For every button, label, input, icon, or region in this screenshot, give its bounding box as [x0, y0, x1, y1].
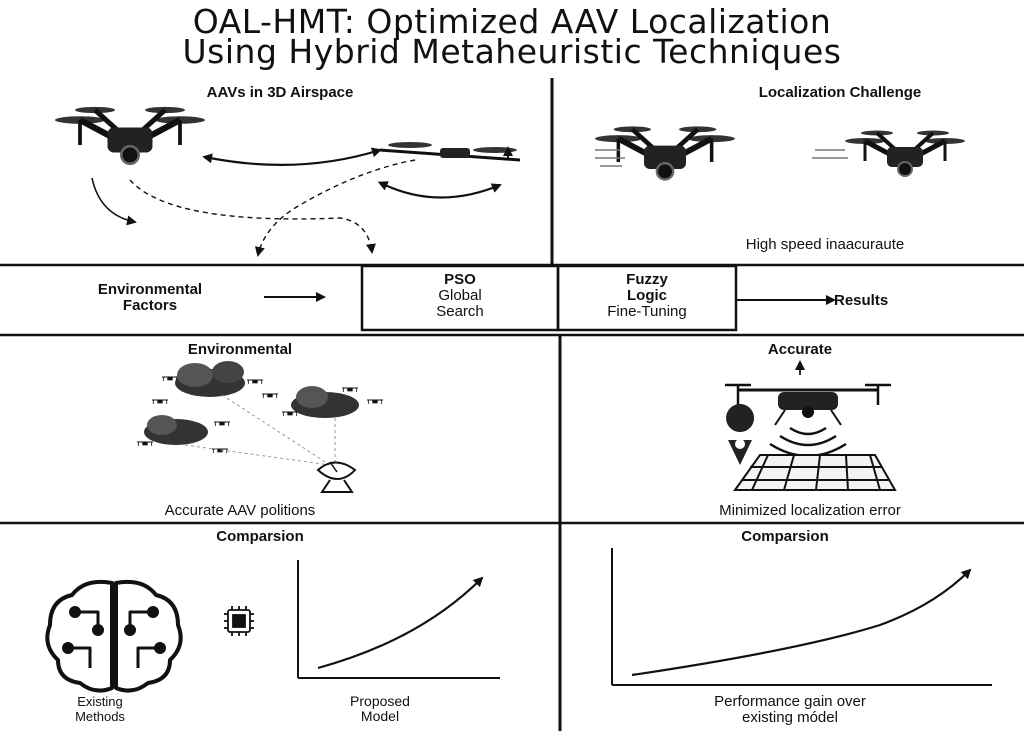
pipeline-output-label: Results — [834, 292, 889, 309]
pso-line2: Search — [436, 303, 484, 320]
dashed-path-2 — [258, 160, 415, 255]
storm-cloud-icon — [144, 361, 359, 445]
diagram-title-line2: Using Hybrid Metaheuristic Techniques — [182, 32, 842, 71]
map-grid-icon — [735, 455, 895, 490]
satellite-dish-icon — [318, 462, 355, 492]
quadcopter-drone-icon — [55, 107, 205, 164]
proposed-model-label-line2: Model — [360, 708, 400, 724]
comm-link-arrow — [210, 150, 380, 165]
pso-title: PSO — [444, 271, 476, 288]
existing-methods-label-line2: Methods — [75, 709, 125, 724]
panel-header-accurate: Accurate — [767, 341, 833, 358]
motion-blur-drone-icon-1 — [595, 126, 735, 179]
motion-arrow — [92, 178, 135, 222]
fuzzy-title-line1: Fuzzy — [626, 271, 668, 288]
signal-waves — [770, 428, 846, 456]
panel-header-environmental: Environmental — [187, 341, 293, 358]
microchip-icon — [224, 606, 254, 636]
panel-header-aav-airspace: AAVs in 3D Airspace — [206, 84, 354, 101]
performance-gain-label-line2: existing módel — [742, 709, 838, 726]
pso-line1: Global — [438, 287, 482, 304]
fuzzy-line1: Fine-Tuning — [607, 303, 687, 320]
diagram-title-line1: OAL-HMT: Optimized AAV Localization — [192, 2, 832, 41]
fuzzy-title-line2: Logic — [627, 287, 667, 304]
proposed-model-label-line1: Proposed — [350, 693, 410, 709]
performance-gain-curve — [632, 570, 970, 675]
pipeline-input-label-line2: Factors — [122, 297, 178, 314]
circuit-brain-icon — [47, 582, 180, 691]
caption-localization-challenge: High speed inaacuraute — [745, 236, 905, 253]
comm-link-arrow-2 — [385, 185, 500, 198]
pipeline-input-label-line1: Environmental — [97, 281, 203, 298]
motion-blur-drone-icon-2 — [812, 131, 965, 177]
existing-methods-label-line1: Existing — [77, 694, 123, 709]
performance-gain-label-line1: Performance gain over — [714, 693, 866, 710]
dashed-path-1 — [130, 180, 372, 252]
panel-header-comparison-right: Comparsion — [741, 528, 829, 545]
panel-header-localization-challenge: Localization Challenge — [758, 84, 922, 101]
map-pin-icon — [726, 404, 754, 465]
caption-accurate: Minimized localization error — [719, 502, 901, 519]
proposed-growth-curve — [318, 578, 482, 668]
fixed-wing-drone-icon — [380, 142, 520, 160]
proposed-model-chart — [298, 560, 500, 678]
performance-gain-chart — [612, 548, 992, 685]
panel-header-comparison-left: Comparsion — [216, 528, 304, 545]
caption-environmental: Accurate AAV politions — [164, 502, 316, 519]
